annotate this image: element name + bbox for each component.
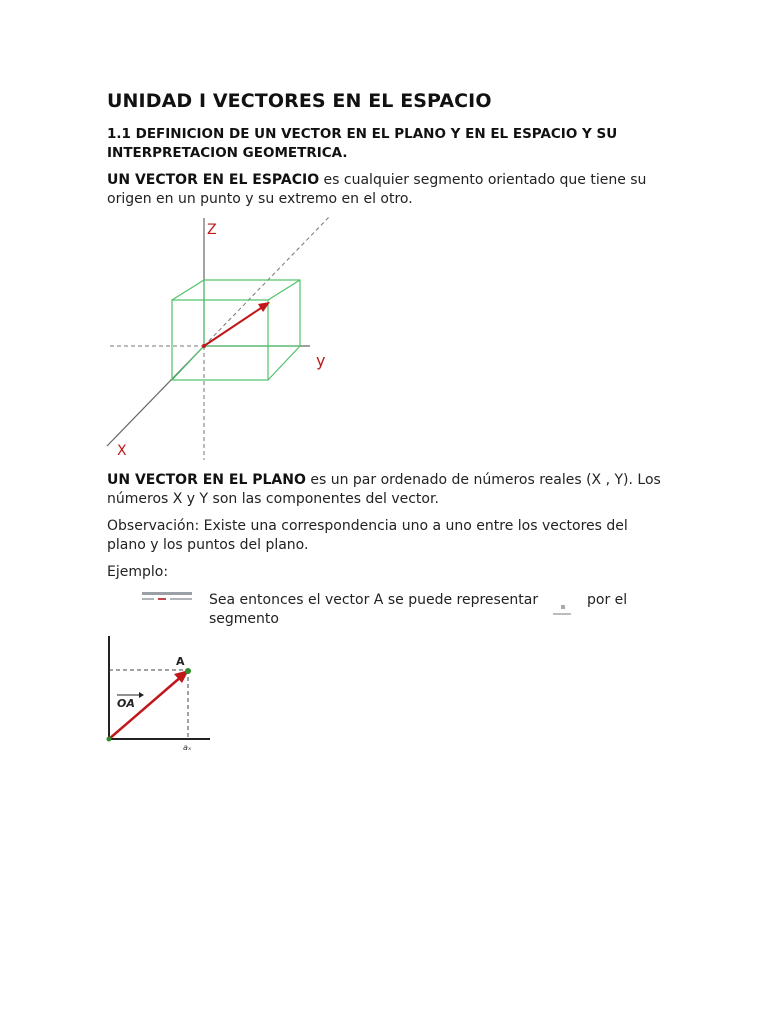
paragraph-observacion: Observación: Existe una correspondencia uno a uno entre los vectores del plano y los puntos del plano. [107, 518, 628, 553]
axis-label-z: Z [207, 222, 217, 238]
x-tick-label: aₓ [183, 743, 192, 752]
paragraph-vector-espacio [107, 171, 667, 209]
point-a [185, 668, 191, 674]
coordinate-box [172, 280, 300, 380]
definition-vector-plano: es un par ordenado de números reales (X , Y). Los números X y Y son las componentes del vector. [107, 472, 661, 507]
axis-label-y: y [316, 351, 326, 370]
x-axis-dashed [204, 216, 330, 346]
vector-3d-figure [100, 210, 340, 462]
point-label-a: A [176, 655, 185, 668]
example-text-start: Sea entonces el vector A se puede representar [209, 592, 539, 608]
example-text-end: segmento [209, 611, 279, 627]
origin-point [202, 344, 206, 348]
example-paragraph [209, 591, 539, 629]
paragraph-vector-plano [107, 471, 667, 509]
example-por-el: por el [587, 592, 628, 608]
term-vector-espacio: UN VECTOR EN EL ESPACIO [107, 172, 320, 188]
oa-overline-arrow [139, 692, 144, 698]
vector-arrow [204, 306, 264, 346]
formula-image [140, 590, 198, 604]
definition-vector-espacio: es cualquier segmento orientado que tiene su origen en un punto y su extremo en el otro. [107, 172, 647, 207]
axis-label-x: X [117, 443, 127, 459]
tiny-notation-image [551, 603, 573, 619]
paragraph-ejemplo: Ejemplo: [107, 564, 169, 580]
section-heading: 1.1 DEFINICION DE UN VECTOR EN EL PLANO Y EN EL ESPACIO Y SU INTERPRETACION GEOMETRICA. [107, 126, 618, 161]
vector-2d-figure [100, 634, 220, 754]
term-vector-plano: UN VECTOR EN EL PLANO [107, 472, 306, 488]
page-title: UNIDAD I VECTORES EN EL ESPACIO [107, 90, 492, 112]
vector-label-oa: OA [117, 697, 135, 710]
origin-point-2d [107, 737, 112, 742]
